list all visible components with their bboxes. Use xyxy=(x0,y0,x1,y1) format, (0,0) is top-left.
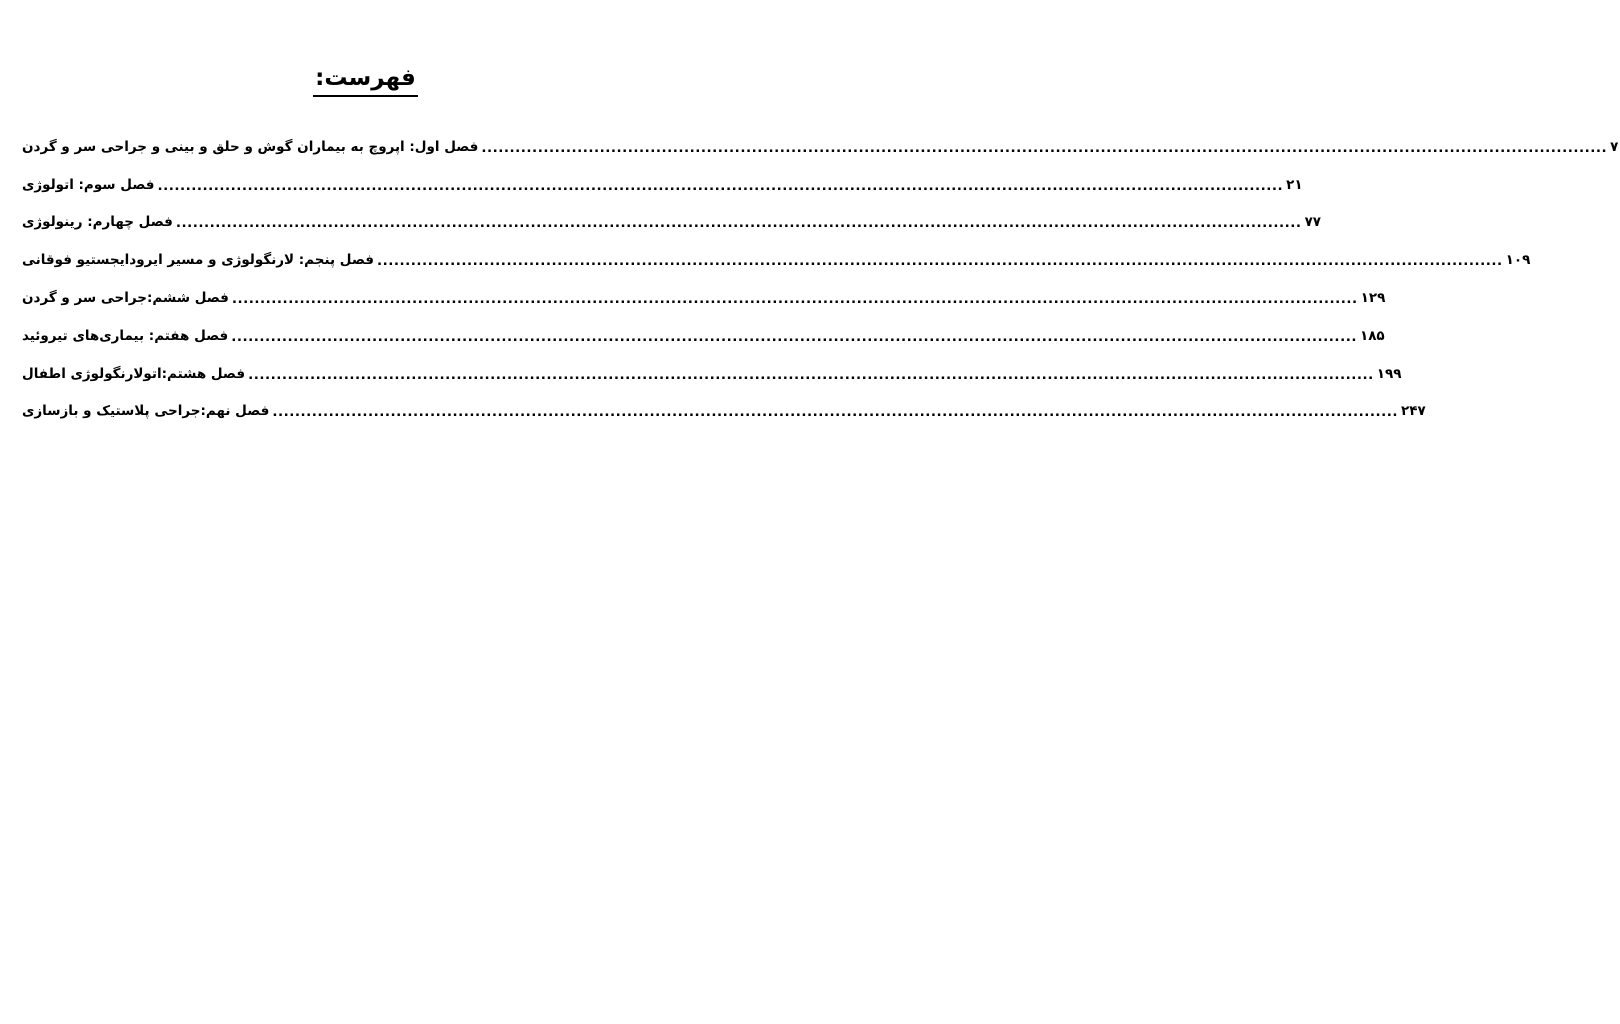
dot-leader: ........................................................................................................................................................................................................ xyxy=(231,328,1357,345)
dot-leader: ........................................................................................................................................................................................................ xyxy=(248,366,1374,383)
toc-entry-label: فصل اول: اپروچ به بیماران گوش و حلق و بینی و جراحی سر و گردن xyxy=(22,138,479,155)
toc-entry-label: فصل ششم:جراحی سر و گردن xyxy=(22,290,229,307)
toc-entry-label: فصل چهارم: رینولوژی xyxy=(22,214,173,231)
toc-title-text: فهرست: xyxy=(313,64,418,97)
toc-page-number: ۲۴۷ xyxy=(1401,403,1426,420)
toc-entry-label: فصل سوم: اتولوژی xyxy=(22,176,155,193)
toc-page-number: ۷ xyxy=(1610,138,1619,155)
toc-list xyxy=(22,128,1619,430)
dot-leader: ........................................................................................................................................................................................................ xyxy=(175,215,1302,232)
toc-page-number: ۱۸۵ xyxy=(1359,327,1385,344)
toc-row xyxy=(22,204,1322,242)
toc-row xyxy=(22,317,1385,355)
toc-page-number: ۱۹۹ xyxy=(1376,365,1402,382)
toc-row xyxy=(22,279,1386,317)
toc-row xyxy=(22,393,1426,431)
toc-entry-label: فصل نهم:جراحی پلاستیک و بازسازی xyxy=(22,403,270,420)
toc-page-number: ۲۱ xyxy=(1286,176,1303,193)
toc-entry-label: فصل هفتم: بیماری‌های تیروئید xyxy=(22,327,229,344)
dot-leader: ........................................................................................................................................................................................................ xyxy=(272,404,1399,421)
toc-row xyxy=(22,355,1402,393)
dot-leader: ........................................................................................................................................................................................................ xyxy=(376,253,1503,270)
toc-page-number: ۱۲۹ xyxy=(1360,290,1386,307)
toc-page-number: ۷۷ xyxy=(1304,214,1322,231)
dot-leader: ........................................................................................................................................................................................................ xyxy=(231,291,1358,308)
toc-row xyxy=(22,166,1303,204)
toc-row xyxy=(22,128,1619,166)
toc-entry-label: فصل پنجم: لارنگولوژی و مسیر ایرودایجستیو فوقانی xyxy=(22,252,374,269)
toc-entry-label: فصل هشتم:اتولارنگولوژی اطفال xyxy=(22,365,246,382)
toc-page-number: ۱۰۹ xyxy=(1505,252,1531,269)
toc-title xyxy=(0,64,731,97)
toc-row xyxy=(22,241,1531,279)
dot-leader: ........................................................................................................................................................................................................ xyxy=(157,177,1284,194)
dot-leader: ........................................................................................................................................................................................................ xyxy=(481,139,1608,156)
